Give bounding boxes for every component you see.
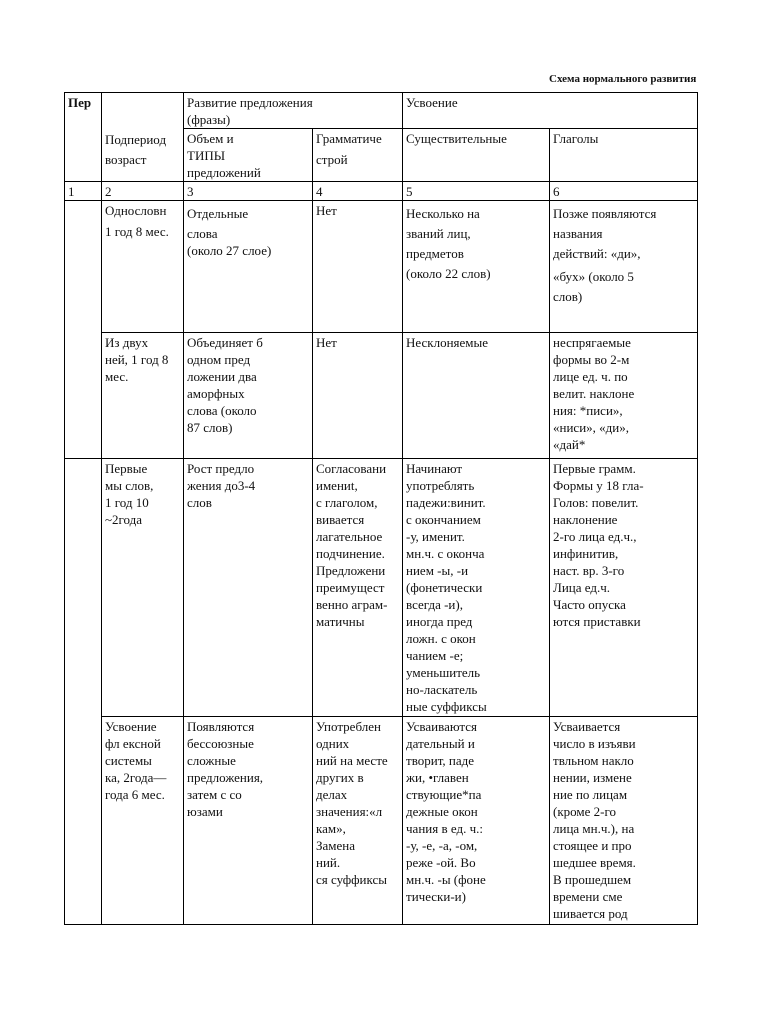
header-sentence-development: Развитие предложения (фразы) — [184, 93, 403, 129]
col-number: 3 — [184, 182, 313, 201]
volume-cell: Отдельные слова (около 27 слое) — [184, 201, 313, 333]
grammar-cell: Согласовани имениt, с глаголом, вивается лагательное подчинение. Предложени преимущест венно аграм- матичны — [313, 459, 403, 717]
col-number: 5 — [403, 182, 550, 201]
grammar-cell: Употреблен одних ний на месте других в делах значения:«л кам», Замена ний. ся суффиксы — [313, 717, 403, 925]
col-number: 1 — [65, 182, 102, 201]
volume-cell: Появляются бессоюзные сложные предложения, затем с со юзами — [184, 717, 313, 925]
header-acquisition: Усвоение — [403, 93, 698, 129]
grammar-cell: Нет — [313, 333, 403, 459]
table-row — [65, 459, 698, 717]
number-row — [65, 182, 698, 201]
header-nouns: Существительные — [403, 129, 550, 182]
volume-cell: Рост предло жения до3-4 слов — [184, 459, 313, 717]
verbs-cell: Первые грамм. Формы у 18 гла- Голов: повелит. наклонение 2-го лица ед.ч., инфинитив, наст. вр. 3-го Лица ед.ч. Часто опуска ются приставки — [550, 459, 698, 717]
table-row — [65, 717, 698, 925]
verbs-cell: неспрягаемые формы во 2-м лице ед. ч. по велит. наклоне ния: *писи», «ниси», «ди», «дай* — [550, 333, 698, 459]
col-number: 4 — [313, 182, 403, 201]
header-verbs: Глаголы — [550, 129, 698, 182]
nouns-cell: Несколько на званий лиц, предметов (около 22 слов) — [403, 201, 550, 333]
volume-cell: Объединяет б одном пред ложении два аморфных слова (около 87 слов) — [184, 333, 313, 459]
col-number: 2 — [102, 182, 184, 201]
verbs-cell: Усваивается число в изъяви твльном накло нении, измене ние по лицам (кроме 2-го лица мн.ч.), на стоящее и про шедшее время. В прошедшем времени сме шивается род — [550, 717, 698, 925]
period-cell — [65, 201, 102, 459]
subperiod-cell: Усвоение фл ексной системы ка, 2года— года 6 мес. — [102, 717, 184, 925]
col-number: 6 — [550, 182, 698, 201]
development-table — [64, 92, 698, 925]
header-volume-types: Объем и ТИПЫ предложений — [184, 129, 313, 182]
header-grammar: Грамматиче строй — [313, 129, 403, 182]
nouns-cell: Усваиваются дательный и творит, паде жи, •главен ствующие*па дежные окон чания в ед. ч.: -у, -е, -а, -ом, реже -ой. Во мн.ч. -ы (фоне тически-и) — [403, 717, 550, 925]
verbs-cell: Позже появляются названия действий: «ди», «бух» (около 5 слов) — [550, 201, 698, 333]
document-title: Схема нормального развития — [549, 73, 697, 85]
nouns-cell: Начинают употреблять падежи:винит. с окончанием -у, именит. мн.ч. с оконча нием -ы, -и (фонетически всегда -и), иногда пред ложн. с окон чанием -е; уменьшитель но-ласкатель ные суффиксы — [403, 459, 550, 717]
table-row — [65, 201, 698, 333]
subperiod-cell: Однословн 1 год 8 мес. — [102, 201, 184, 333]
nouns-cell: Несклоняемые — [403, 333, 550, 459]
subperiod-cell: Из двух ней, 1 год 8 мес. — [102, 333, 184, 459]
period-cell — [65, 459, 102, 925]
header-row-top — [65, 93, 698, 129]
grammar-cell: Нет — [313, 201, 403, 333]
header-subperiod: Подпериод возраст — [102, 93, 184, 182]
table-row — [65, 333, 698, 459]
header-period: Пер — [65, 93, 102, 182]
subperiod-cell: Первые мы слов, 1 год 10 ~2года — [102, 459, 184, 717]
